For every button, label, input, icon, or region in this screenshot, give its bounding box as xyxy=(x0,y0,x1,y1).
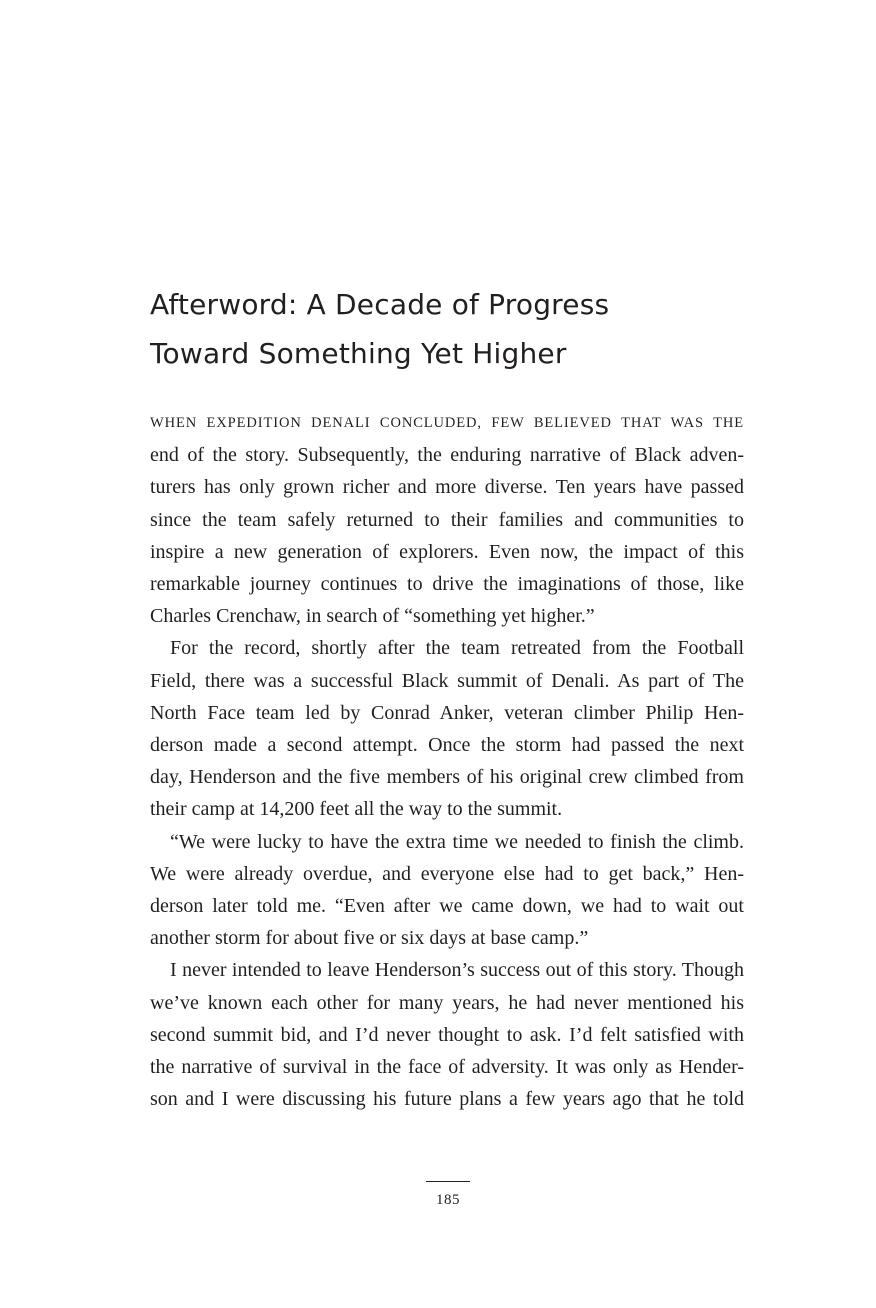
paragraph-line: For the record, shortly after the team retreated from the Football xyxy=(170,637,744,660)
paragraph-line: son and I were discussing his future plans a few years ago that he told xyxy=(150,1088,744,1111)
paragraph-line: North Face team led by Conrad Anker, veteran climber Philip Hen- xyxy=(150,701,744,724)
paragraph-2 xyxy=(150,632,744,825)
chapter-title-line-2: Toward Something Yet Higher xyxy=(150,337,567,370)
page-number: 185 xyxy=(436,1192,460,1208)
paragraph-line: I never intended to leave Henderson’s success out of this story. Though xyxy=(170,959,744,982)
body-text xyxy=(150,405,744,1115)
paragraph-line: since the team safely returned to their families and communities to xyxy=(150,508,744,531)
paragraph-line: second summit bid, and I’d never thought to ask. I’d felt satisfied with xyxy=(150,1023,744,1046)
paragraph-3 xyxy=(150,826,744,955)
folio-rule xyxy=(426,1181,470,1182)
paragraph-line: “We were lucky to have the extra time we needed to finish the climb. xyxy=(170,830,744,853)
paragraph-line xyxy=(150,405,744,439)
paragraph-4 xyxy=(150,954,744,1115)
chapter-title xyxy=(150,280,750,378)
paragraph-1 xyxy=(150,405,744,632)
paragraph-line: derson later told me. “Even after we came down, we had to wait out xyxy=(150,895,744,918)
paragraph-line: end of the story. Subsequently, the enduring narrative of Black adven- xyxy=(150,444,744,467)
paragraph-line: We were already overdue, and everyone else had to get back,” Hen- xyxy=(150,862,744,885)
paragraph-line: derson made a second attempt. Once the storm had passed the next xyxy=(150,734,744,757)
paragraph-line: turers has only grown richer and more diverse. Ten years have passed xyxy=(150,476,744,499)
paragraph-line: day, Henderson and the five members of his original crew climbed from xyxy=(150,766,744,789)
paragraph-line: we’ve known each other for many years, he had never mentioned his xyxy=(150,991,744,1014)
paragraph-line: another storm for about five or six days at base camp.” xyxy=(150,927,589,950)
paragraph-line: Charles Crenchaw, in search of “something yet higher.” xyxy=(150,605,595,628)
paragraph-line: the narrative of survival in the face of adversity. It was only as Hender- xyxy=(150,1056,744,1079)
lead-in-smallcaps: WHEN EXPEDITION DENALI CONCLUDED, FEW BELIEVED THAT WAS THE xyxy=(150,415,744,431)
paragraph-line: inspire a new generation of explorers. Even now, the impact of this xyxy=(150,540,744,563)
paragraph-line: Field, there was a successful Black summit of Denali. As part of The xyxy=(150,669,744,692)
paragraph-line: their camp at 14,200 feet all the way to the summit. xyxy=(150,798,563,821)
paragraph-line: remarkable journey continues to drive the imaginations of those, like xyxy=(150,573,744,596)
chapter-title-line-1: Afterword: A Decade of Progress xyxy=(150,288,610,321)
